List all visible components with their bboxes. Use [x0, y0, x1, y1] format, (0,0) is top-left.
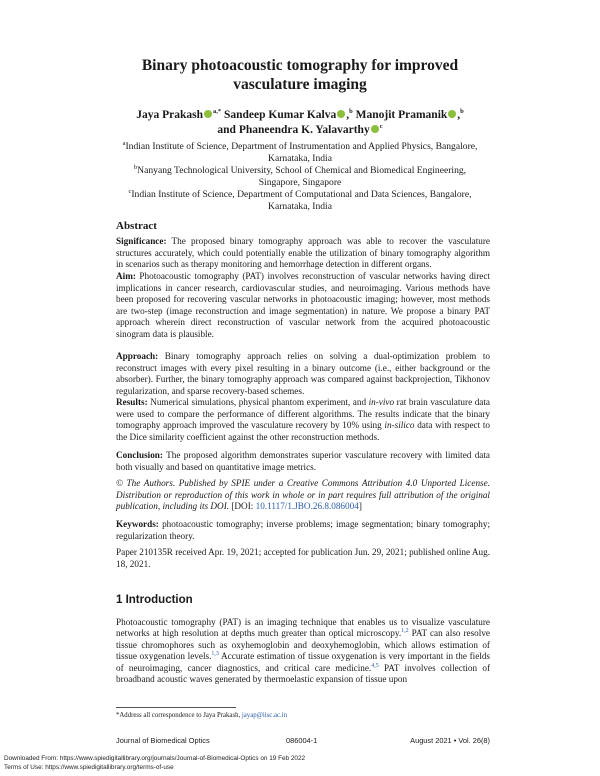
doi-prefix: [DOI:: [231, 501, 254, 512]
affiliation: [60, 165, 540, 188]
abstract-significance: [116, 236, 490, 271]
terms-of-use: Terms of Use: https://www.spiedigitallibrary.org/terms-of-use: [4, 764, 174, 771]
affiliation-sup: c: [128, 187, 132, 195]
keywords-text: photoacoustic tomography; inverse problems; image segmentation; binary tomography; regularization theory.: [116, 519, 491, 541]
paper-title: [60, 56, 540, 94]
author-name: and Phaneendra K. Yalavarthy: [217, 124, 370, 136]
intro-text: PAT can also resolve tissue chromophores such as oxyhemoglobin and deoxyhemoglobin, which allows estimation of tissue oxygenation levels.: [116, 628, 490, 662]
significance-text: The proposed binary tomography approach was able to recover the vasculature structures accurately, which could potentially enable the utilization of binary tomography algorithm in scenarios such as therapy monitoring and hemorrhage detection in different organs.: [116, 236, 490, 270]
introduction-paragraph: [116, 617, 490, 685]
author-name: Manojit Pramanik: [355, 109, 448, 121]
received-dates: Paper 210135R received Apr. 19, 2021; accepted for publication Jun. 29, 2021; published online Aug. 18, 2021.: [116, 547, 490, 569]
conclusion-label: Conclusion:: [116, 450, 163, 460]
significance-label: Significance:: [116, 236, 167, 246]
abstract-approach: [116, 351, 490, 397]
aim-text: Photoacoustic tomography (PAT) involves reconstruction of vascular networks having direct implications in cancer research, cardiovascular studies, and neuroimaging. Various methods have been proposed for recovering vascular networks in photoacoustic imaging; however, most methods are two-step (image reconstruction and image segmentation) in nature. We propose a binary PAT approach wherein direct reconstruction of vascular network from the acquired photoacoustic sinogram data is plausible.: [116, 271, 490, 339]
footer-page-number: 086004-1: [286, 736, 318, 745]
doi-suffix: ]: [358, 501, 362, 512]
intro-text: Photoacoustic tomography (PAT) is an imaging technique that enables us to visualize vasculature networks at high resolution at depths much greater than optical microscopy.: [116, 617, 490, 639]
intro-text: Accurate estimation of tissue oxygenation is very important in the fields of neuroimaging, cancer diagnostics, and critical care medicine.: [116, 651, 490, 673]
affiliation-line: Karnataka, India: [268, 152, 332, 164]
orcid-icon[interactable]: [204, 110, 212, 118]
citation-link[interactable]: 1,2: [401, 628, 409, 635]
results-text: data with respect to the Dice similarity coefficient against the other reconstruction methods.: [116, 420, 490, 442]
results-label: Results:: [116, 397, 148, 407]
affiliation-line: Nanyang Technological University, School of Chemical and Biomedical Engineering,: [137, 165, 467, 176]
download-notice: Downloaded From: https://www.spiedigitallibrary.org/journals/Journal-of-Biomedical-Optics on 19 Feb 2022: [4, 755, 306, 762]
doi-link[interactable]: 10.1117/1.JBO.26.8.086004: [255, 501, 359, 512]
author-affil-sup: b: [460, 108, 464, 116]
author-list: Jaya Prakash $^{a,*}$ Sandeep Kumar Kalva ,$^b$ Manojit Pramanik ,$^b$ and Phaneendra K. Yalavarthy $^c$: [136, 108, 464, 136]
abstract-heading: Abstract: [116, 220, 157, 232]
results-text: rat brain vasculature data were used to compare the performance of different algorithms. The results indicate that the binary tomography approach improved the vasculature recovery by 10% using: [116, 397, 490, 431]
keywords-label: Keywords:: [116, 519, 159, 529]
affiliation: [60, 189, 540, 212]
results-text: Numerical simulations, physical phantom experiment, and: [150, 397, 367, 407]
affiliation-line: Indian Institute of Science, Department of Computational and Data Sciences, Bangalore,: [131, 189, 472, 200]
author-affil-sup: c: [379, 123, 383, 131]
author-name: Jaya Prakash: [136, 109, 203, 121]
email-link[interactable]: jayap@iisc.ac.in: [241, 712, 288, 719]
orcid-icon[interactable]: [337, 110, 345, 118]
title-line-1: Binary photoacoustic tomography for improved: [141, 57, 459, 74]
affiliation-line: Karnataka, India: [268, 200, 332, 212]
author-name: Sandeep Kumar Kalva: [223, 109, 337, 121]
aim-label: Aim:: [116, 271, 136, 281]
results-italic: in-silico: [384, 420, 415, 431]
footer-journal: Journal of Biomedical Optics: [116, 736, 210, 745]
section-heading-introduction: 1 Introduction: [116, 594, 193, 606]
keywords: [116, 519, 490, 542]
abstract-conclusion: [116, 450, 490, 473]
author-affil-sup: b: [349, 108, 353, 116]
affiliation: [60, 141, 540, 164]
title-line-2: vasculature imaging: [233, 76, 367, 93]
orcid-icon[interactable]: [371, 125, 379, 133]
intro-text: PAT involves collection of broadband acoustic waves generated by thermoelastic expansion of tissue upon: [116, 662, 490, 685]
orcid-icon[interactable]: [448, 110, 456, 118]
results-italic: in-vivo: [368, 397, 395, 407]
affiliation-line: Indian Institute of Science, Department of Instrumentation and Applied Physics, Bangalore,: [125, 141, 478, 152]
conclusion-text: The proposed algorithm demonstrates superior vasculature recovery with limited data both visually and based on quantitative image metrics.: [116, 450, 490, 472]
approach-label: Approach:: [116, 351, 159, 361]
author-affil-sup: a,*: [212, 108, 222, 116]
footnote-divider: [116, 707, 236, 708]
citation-link[interactable]: 4,5: [371, 662, 379, 669]
affiliation-sup: b: [133, 163, 138, 171]
footnote-text: *Address all correspondence to Jaya Prakash,: [116, 712, 241, 719]
license-statement: [116, 478, 490, 513]
citation-link[interactable]: 1,3: [211, 651, 219, 658]
affiliation-line: Singapore, Singapore: [258, 176, 342, 188]
abstract-aim: [116, 271, 490, 341]
correspondence-footnote: [116, 712, 287, 719]
approach-text: Binary tomography approach relies on solving a dual-optimization problem to reconstruct images with every pixel resulting in a binary outcome (i.e., either background or the absorber). Further, the binary tomography approach was compared against backprojection, Tikhonov regularization, and sparse recovery-based schemes.: [116, 351, 490, 396]
abstract-results: [116, 397, 490, 443]
footer-issue: August 2021 • Vol. 26(8): [410, 736, 490, 745]
affiliation-sup: a: [122, 139, 126, 147]
license-text: © The Authors. Published by SPIE under a Creative Commons Attribution 4.0 Unported License. Distribution or reproduction of this work in whole or in part requires full attribution of the original publication, including its DOI.: [116, 478, 490, 512]
